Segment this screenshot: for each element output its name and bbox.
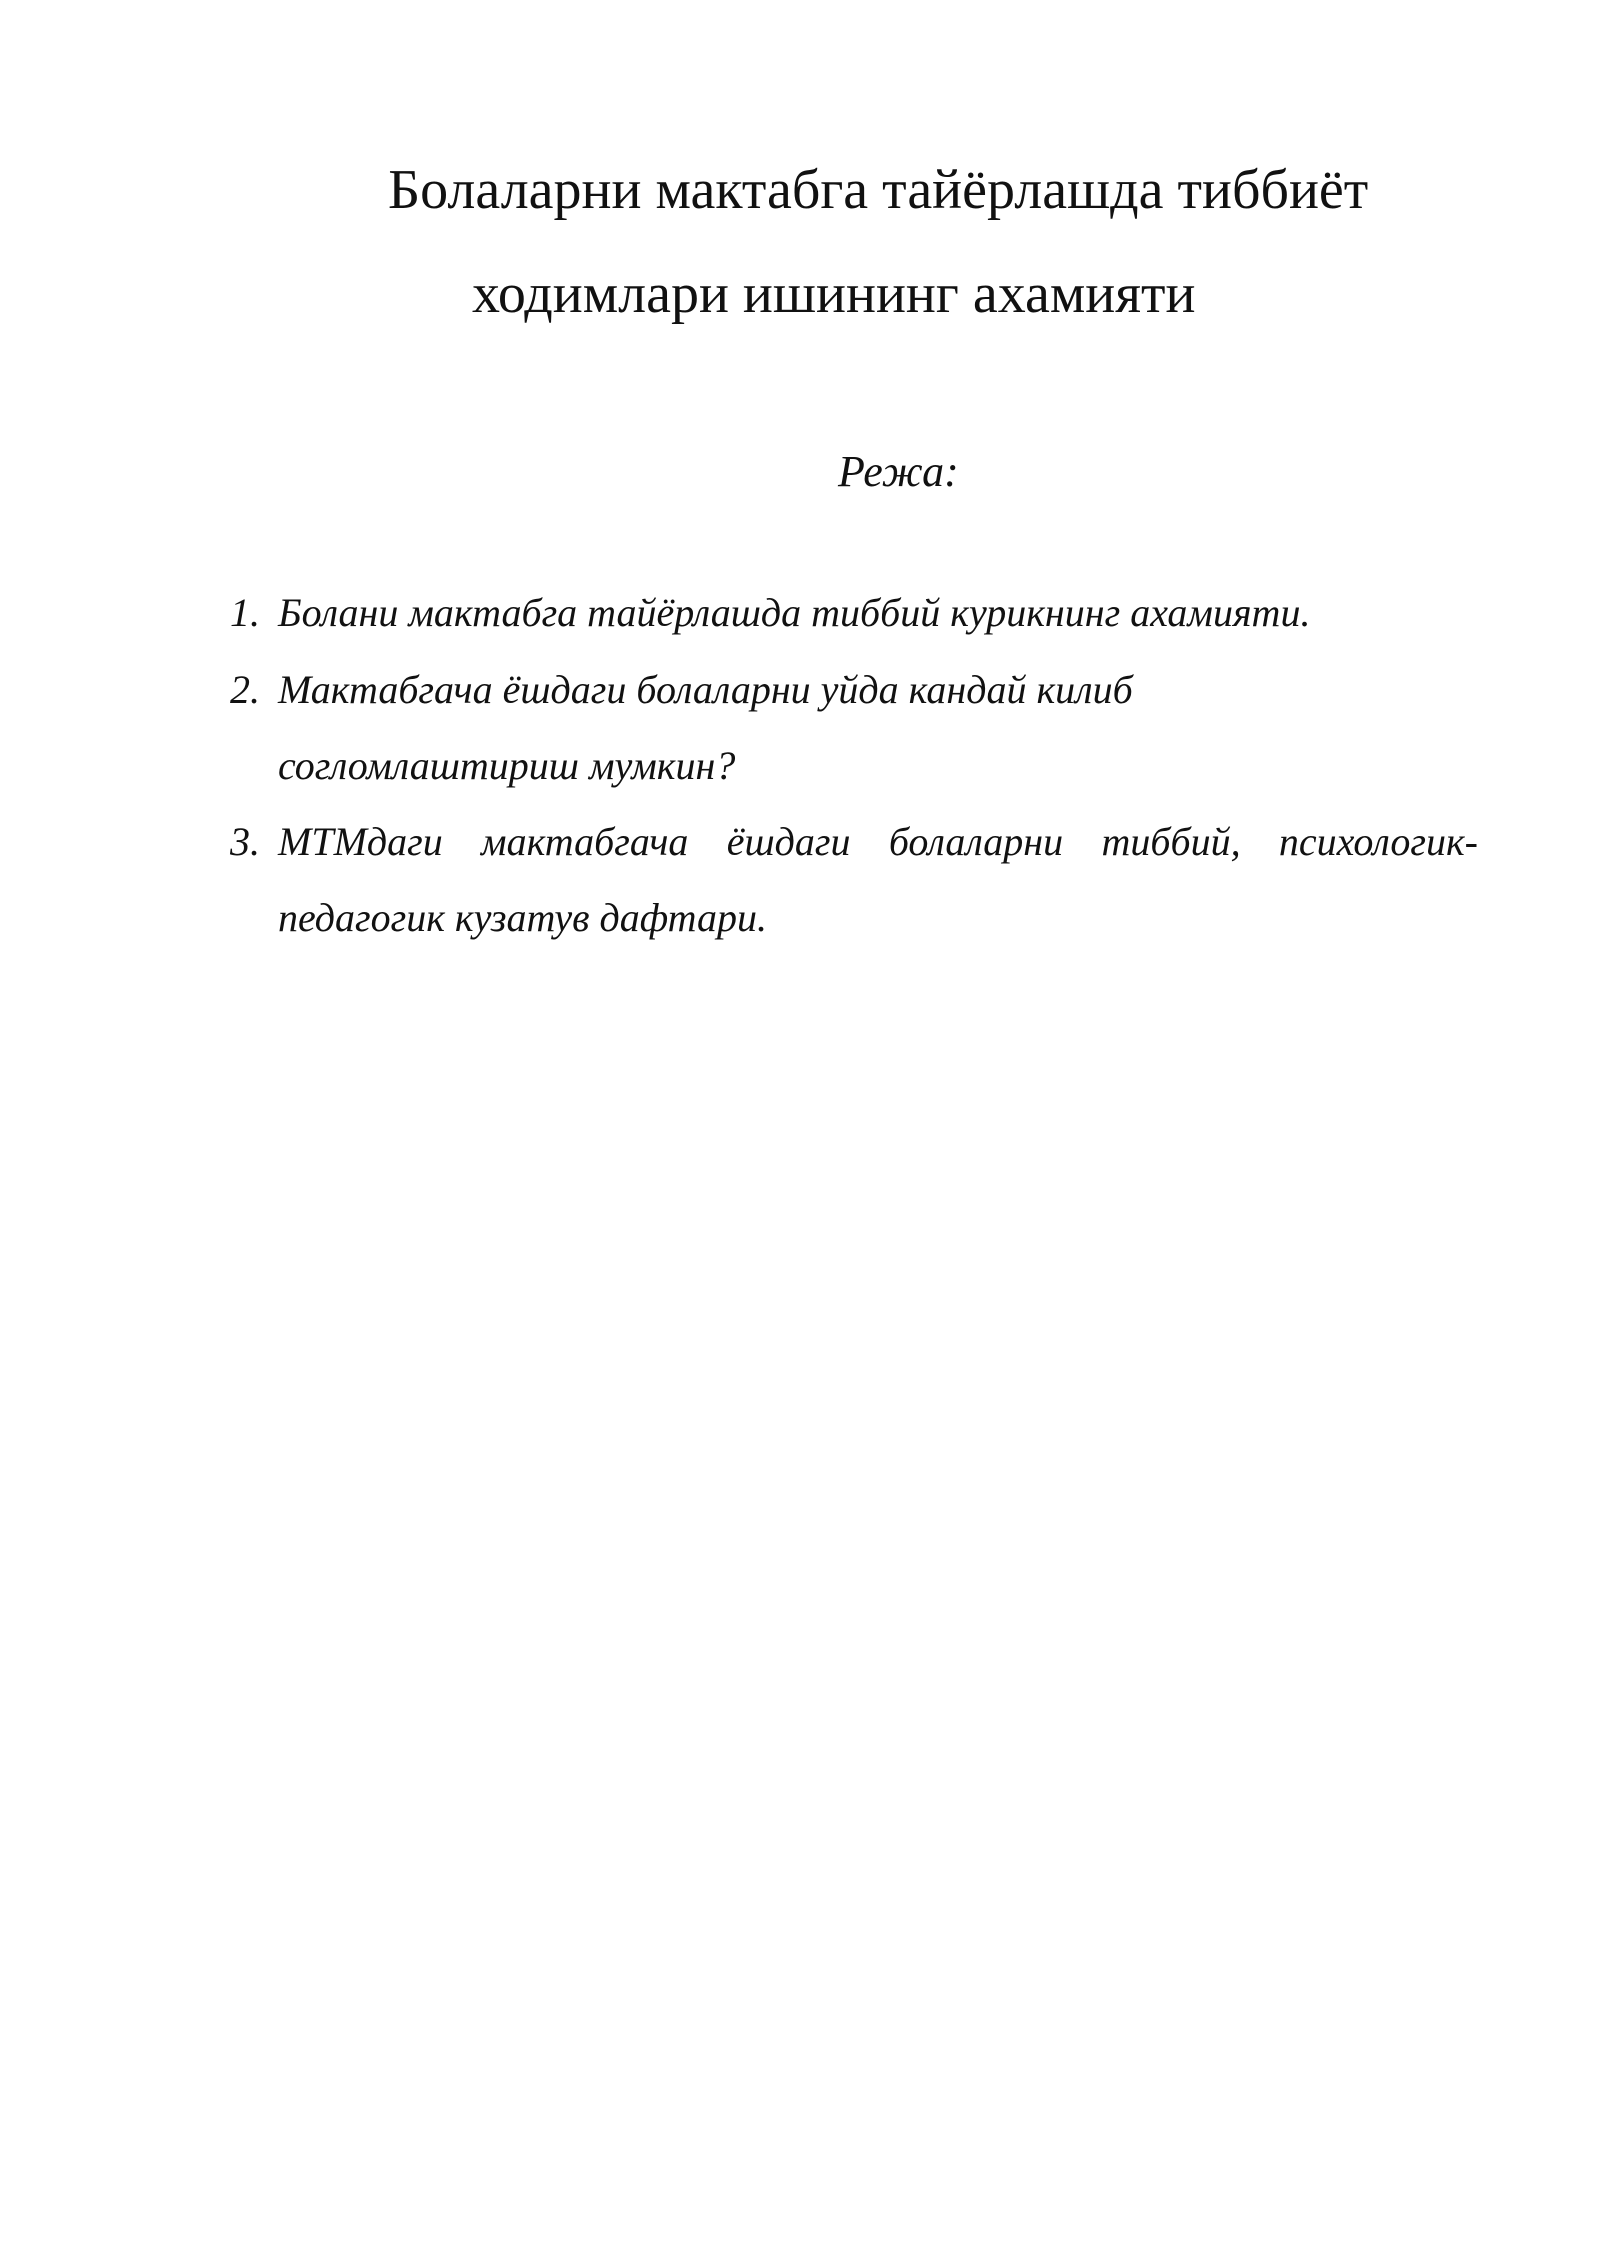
plan-item-text: МТМдаги мактабгача ёшдаги болаларни тиббий, психологик- [278,819,1478,864]
plan-item-number: 1. [230,590,260,635]
plan-item-number: 2. [230,667,260,712]
document-title-line-2: ходимлари ишининг ахамияти [472,263,1196,325]
plan-item-text-continued: педагогик кузатув дафтари. [278,895,767,940]
plan-item-number: 3. [230,819,260,864]
plan-item-text: Мактабгача ёшдаги болаларни уйда кандай килиб [278,667,1133,712]
plan-item-text: Болани мактабга тайёрлашда тиббий курикнинг ахамияти. [278,590,1311,635]
plan-item-text-continued: согломлаштириш мумкин? [278,743,736,788]
plan-heading: Режа: [838,447,959,496]
document-title-line-1: Болаларни мактабга тайёрлашда тиббиёт [388,159,1369,221]
